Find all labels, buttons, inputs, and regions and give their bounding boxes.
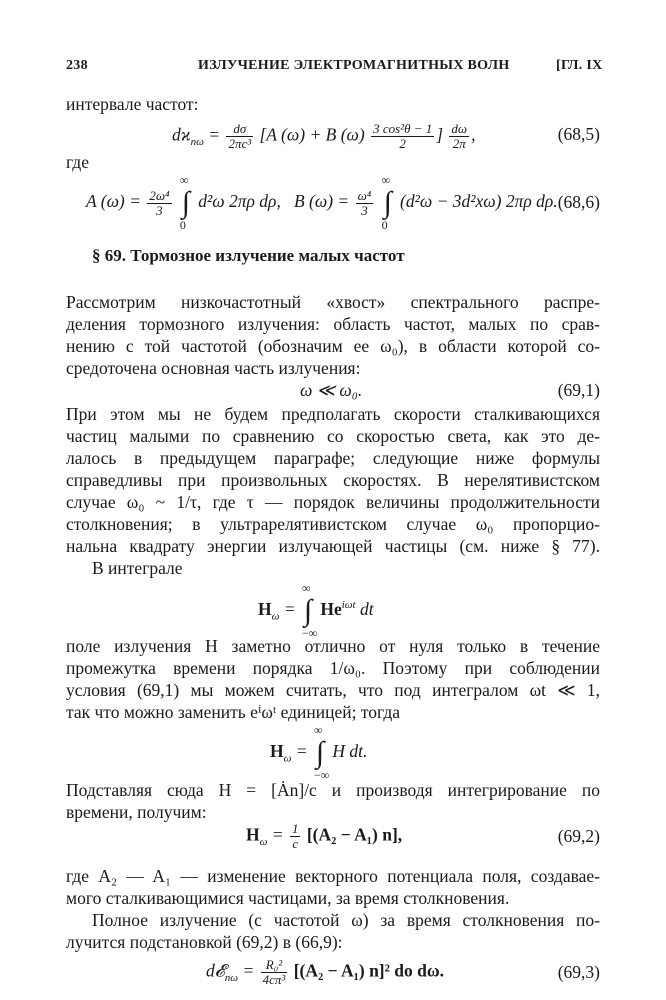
paragraph-line: лалось в предыдущем параграфе; следующие ниже формулы	[66, 448, 600, 468]
fraction	[261, 958, 288, 987]
equation-number: (69,2)	[557, 826, 600, 846]
eq-lhs-sub: ω	[283, 752, 292, 765]
frac-den: c	[292, 836, 299, 851]
equation-number: (68,5)	[557, 124, 600, 144]
frac-den: 2	[399, 136, 406, 151]
frac-den: 2πc³	[228, 136, 252, 151]
paragraph-line: промежутка времени порядка 1/ω₀. Поэтому при соблюдении	[66, 658, 600, 678]
equation-68-5: $dϰ_{n\omega}$ = $\frac{d\sigma}{\text{2πc³}}$ [A (ω) + B (ω) $\frac{\text{3 cos²θ − 1}}{2}$ ] $\frac{d\omega}{2\pi}$ ,	[172, 121, 476, 151]
paragraph-line: условия (69,1) мы можем считать, что под интегралом ωt ≪ 1,	[66, 680, 600, 700]
eq-lhs-sub: ω	[271, 610, 280, 623]
section-heading: § 69. Тормозное излучение малых частот	[92, 246, 405, 265]
equation-69-3	[206, 958, 444, 989]
equation-number: (68,6)	[557, 192, 600, 212]
integral-upper: ∞	[179, 173, 189, 187]
fraction	[290, 822, 301, 851]
frac-num: R₀²	[261, 958, 288, 973]
paragraph-line: Рассмотрим низкочастотный «хвост» спектрального распре-	[66, 292, 600, 312]
paragraph-line: частиц малыми по сравнению со скоростью света, как это де-	[66, 426, 600, 446]
frac-den: 3	[156, 202, 163, 218]
equation-h-omega	[258, 580, 374, 640]
fraction	[226, 122, 253, 151]
eq-sign: =	[271, 824, 284, 845]
frac-den: 3	[361, 202, 368, 218]
paragraph-line: поле излучения H заметно отлично от нуля только в течение	[66, 636, 600, 656]
paragraph-line: столкновения; в ультрарелятивистском случае ω₀ пропорцио-	[66, 514, 600, 534]
running-title: ИЗЛУЧЕНИЕ ЭЛЕКТРОМАГНИТНЫХ ВОЛН	[198, 58, 510, 73]
integral-sign: ∫ ∞ −∞	[313, 723, 330, 782]
paragraph-line: Подставляя сюда H = [Ȧn]/c и производя интегрирование по	[66, 780, 600, 800]
paragraph-line: случае ω₀ ~ 1/τ, где τ — порядок величины продолжительности	[66, 492, 600, 512]
equation-number: (69,3)	[557, 962, 600, 982]
paragraph-line: средоточена основная часть излучения:	[66, 358, 361, 378]
equation-69-2	[246, 822, 402, 853]
fraction	[449, 122, 469, 151]
chapter-label: [ГЛ. IX	[556, 58, 603, 73]
frac-num: ω⁴	[357, 187, 372, 203]
paragraph-line: деления тормозного излучения: область частот, малых по срав-	[66, 314, 600, 334]
eq-lhs-sub: nω	[190, 136, 204, 149]
integral-sign: ∫ ∞ −∞	[301, 580, 318, 640]
eq-sign: =	[283, 598, 296, 619]
paragraph-line: В интеграле	[92, 558, 183, 578]
paragraph-line: При этом мы не будем предполагать скорости сталкивающихся	[66, 404, 600, 424]
frac-num: 3 cos²θ − 1	[373, 121, 433, 136]
eq-lhs: H	[270, 741, 284, 762]
intro-line: интервале частот:	[66, 94, 199, 114]
integral-lower: 0	[179, 218, 186, 232]
paragraph-line: мого сталкивающимися частицами, за время столкновения.	[66, 888, 510, 908]
eq-integrand: H dt.	[332, 741, 368, 762]
integral-lower: 0	[381, 218, 388, 232]
eq-exponent: iωt	[341, 599, 356, 611]
paragraph-line: нальна квадрату энергии излучающей частицы (см. ниже § 77).	[66, 536, 600, 556]
eq-lhs: dϰ	[172, 124, 191, 145]
integral-lower: −∞	[301, 625, 318, 640]
eq-sign: =	[242, 960, 255, 981]
integral-sign: ∫ ∞ 0	[179, 173, 191, 232]
eq-body: [A (ω) + B (ω)	[259, 124, 365, 145]
paragraph-line: лучится подстановкой (69,2) в (66,9):	[66, 932, 343, 952]
paragraph-line: так что можно заменить eⁱωᵗ единицей; тогда	[66, 702, 401, 722]
eq-rhs: [(A₂ − A₁) n]² do dω.	[293, 960, 445, 981]
frac-den: 4cπ³	[262, 972, 286, 987]
paragraph-line: нению с той частотой (обозначим ее ω₀), в области которой со-	[66, 336, 600, 356]
frac-num: 2ω⁴	[149, 187, 170, 203]
eq-integrand: (d²ω − 3d²xω) 2πρ dρ.	[400, 191, 558, 212]
eq-lhs: A (ω) =	[86, 191, 141, 212]
eq-integrand: d²ω 2πρ dρ,	[198, 191, 281, 212]
eq-tail: ,	[471, 124, 476, 145]
integral-upper: ∞	[381, 173, 391, 187]
equation-h-omega-approx	[270, 723, 368, 782]
where-line: где	[66, 152, 89, 172]
eq-lhs: H	[246, 824, 260, 845]
frac-num: dσ	[226, 122, 253, 137]
paragraph-line: Полное излучение (с частотой ω) за время столкновения по-	[92, 910, 600, 930]
paragraph-line: времени, получим:	[66, 802, 207, 822]
integral-upper: ∞	[301, 580, 311, 595]
equation-68-6	[86, 173, 558, 232]
frac-den: 2π	[452, 136, 466, 151]
eq-integrand: He	[320, 598, 342, 619]
eq-lhs: H	[258, 598, 272, 619]
equation-69-1: ω ≪ ω₀.	[300, 380, 363, 400]
page-number: 238	[66, 58, 88, 73]
eq-tail: dt	[355, 598, 374, 619]
integral-upper: ∞	[313, 723, 323, 737]
eq-bracket: ]	[436, 124, 444, 145]
eq-sign: =	[295, 741, 308, 762]
fraction	[147, 189, 171, 218]
eq-rhs: [(A₂ − A₁) n],	[306, 824, 403, 845]
fraction	[371, 122, 434, 151]
eq-lhs: d𝓔	[206, 960, 225, 981]
eq-lhs-sub: nω	[224, 972, 239, 985]
equation-number: (69,1)	[557, 380, 600, 400]
integral-lower: −∞	[313, 768, 330, 782]
frac-num: dω	[451, 121, 468, 136]
paragraph-line: где A₂ — A₁ — изменение векторного потенциала поля, создавае-	[66, 866, 600, 886]
frac-num: 1	[291, 821, 299, 836]
paragraph-line: справедливы при произвольных скоростях. В нерелятивистском	[66, 470, 600, 490]
integral-sign: ∫ ∞ 0	[381, 173, 392, 232]
eq-lhs: B (ω) =	[293, 191, 350, 212]
eq-lhs-sub: ω	[259, 836, 268, 849]
fraction	[356, 189, 374, 218]
